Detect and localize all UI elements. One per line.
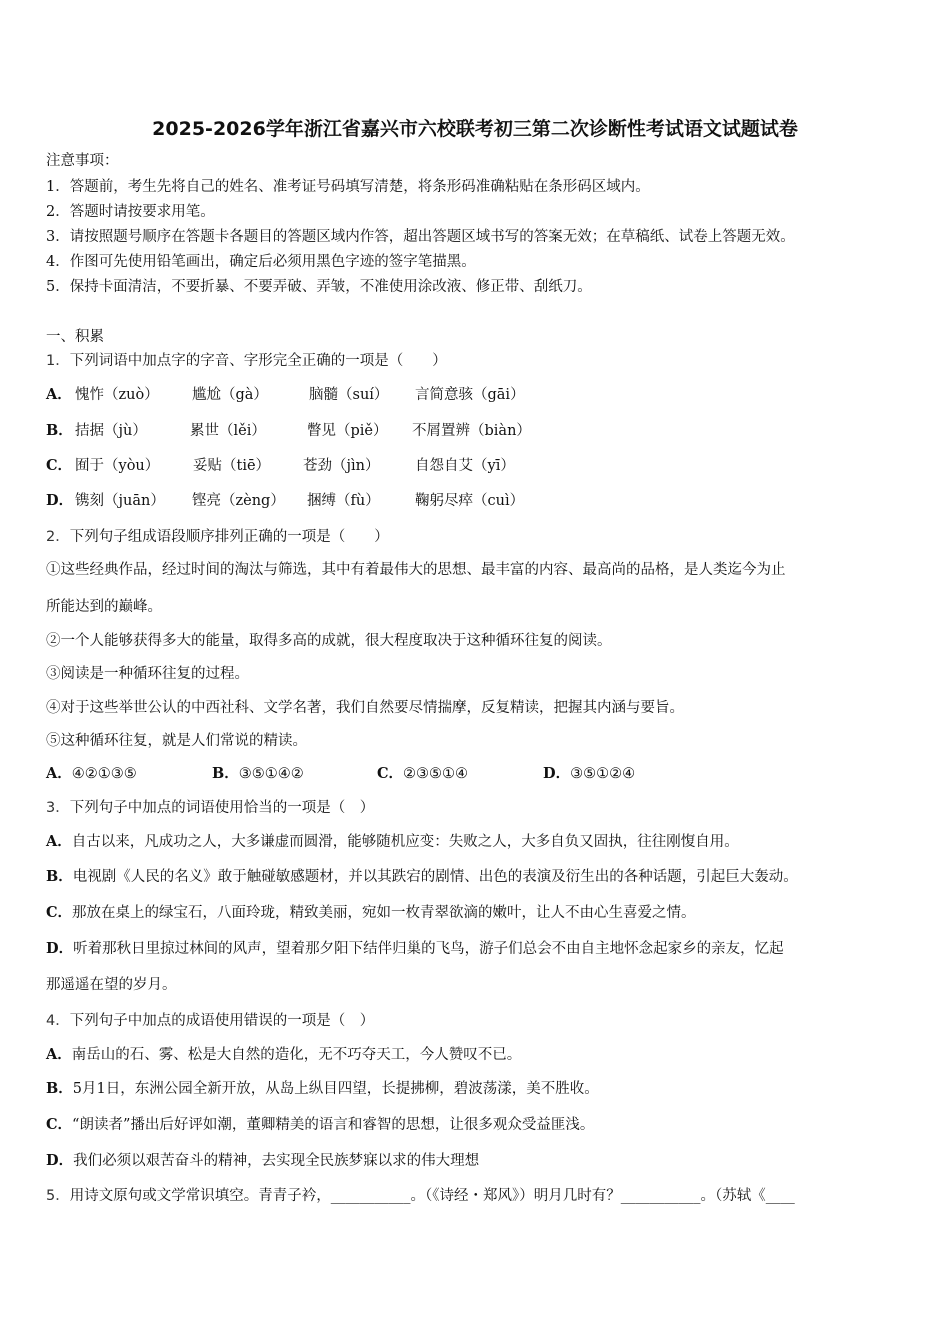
option-text: 那放在桌上的绿宝石，八面玲珑，精致美丽，宛如一枚青翠欲滴的嫩叶，让人不由心生喜爱之情。 <box>72 905 696 921</box>
question-number: 1． <box>46 353 70 369</box>
option-term: 囿于（yòu） <box>75 458 160 474</box>
option-text: 听着那秋日里掠过林间的风声，望着那夕阳下结伴归巢的飞鸟，游子们总会不由自主地怀念起家乡的亲友，忆起 <box>73 941 784 957</box>
option-term: 尴尬（gà） <box>192 387 268 403</box>
option-d-cont: 那遥遥在望的岁月。 <box>46 977 177 993</box>
option-term: 言简意骇（gāi） <box>415 387 525 403</box>
option-text: 电视剧《人民的名义》敢于触碰敏感题材，并以其跌宕的剧情、出色的表演及衍生出的各种话题，引起巨大轰动。 <box>72 869 798 885</box>
question-number: 4． <box>46 1013 70 1029</box>
page-title: 2025-2026学年浙江省嘉兴市六校联考初三第二次诊断性考试语文试题试卷 <box>152 118 798 140</box>
option-label: B． <box>46 1080 73 1097</box>
option-term: 累世（lěi） <box>190 423 266 439</box>
question-text: 下列词语中加点字的字音、字形完全正确的一项是（ ） <box>69 353 447 369</box>
notice-item: 5．保持卡面清洁，不要折暴、不要弄破、弄皱，不准使用涂改液、修正带、刮纸刀。 <box>46 279 592 295</box>
question-4-stem <box>46 1012 374 1030</box>
notice-item: 2．答题时请按要求用笔。 <box>46 204 215 220</box>
option-a <box>46 1046 521 1064</box>
sentence-2: ②一个人能够获得多大的能量，取得多高的成就，很大程度取决于这种循环往复的阅读。 <box>46 633 612 649</box>
option-text: ②③⑤①④ <box>403 766 469 782</box>
option-term: 妥贴（tiē） <box>193 458 271 474</box>
option-c <box>46 904 696 922</box>
question-text: 下列句子组成语段顺序排列正确的一项是（ ） <box>69 529 389 545</box>
option-label: A． <box>46 386 72 403</box>
question-text: 下列句子中加点的成语使用错误的一项是（ ） <box>69 1013 375 1029</box>
notice-item: 1．答题前，考生先将自己的姓名、准考证号码填写清楚，将条形码准确粘贴在条形码区域内。 <box>46 179 650 195</box>
option-term: 拮据（jù） <box>75 423 147 439</box>
option-term: 愧怍（zuò） <box>75 387 159 403</box>
option-term: 自怨自艾（yī） <box>415 458 515 474</box>
option-label: D． <box>46 940 74 957</box>
option-text: ③⑤①④② <box>238 766 304 782</box>
question-text: 用诗文原句或文学常识填空。青青子衿，___________。（《诗经・郑风》）明月几时有？___________。（苏轼《____ <box>69 1188 795 1204</box>
option-label: C． <box>46 457 73 474</box>
option-label: A． <box>46 1046 72 1063</box>
option-term: 瞥见（piě） <box>307 423 388 439</box>
option-term: 捆缚（fù） <box>307 493 380 509</box>
option-text: “朗读者”播出后好评如潮，董卿精美的语言和睿智的思想，让很多观众受益匪浅。 <box>72 1117 595 1133</box>
option-c <box>46 1116 594 1134</box>
sentence-1: ①这些经典作品，经过时间的淘汰与筛选，其中有着最伟大的思想、最丰富的内容、最高尚的品格，是人类迄今为止 <box>46 562 786 578</box>
option-label: D． <box>543 765 571 782</box>
option-term: 脑髓（suí） <box>309 387 389 403</box>
option-label: B． <box>46 422 73 439</box>
option-a <box>46 833 739 851</box>
option-label: A． <box>46 833 72 850</box>
section-heading: 一、积累 <box>46 329 104 345</box>
option-c <box>377 765 468 783</box>
notice-item: 3．请按照题号顺序在答题卡各题目的答题区域内作答，超出答题区域书写的答案无效；在草稿纸、试卷上答题无效。 <box>46 229 795 245</box>
question-text: 下列句子中加点的词语使用恰当的一项是（ ） <box>69 800 375 816</box>
option-label: B． <box>46 868 73 885</box>
option-label: C． <box>377 765 404 782</box>
option-text: ③⑤①②④ <box>570 766 636 782</box>
option-b <box>46 868 798 886</box>
option-term: 铿亮（zèng） <box>192 493 285 509</box>
sentence-3: ③阅读是一种循环往复的过程。 <box>46 666 249 682</box>
question-1-stem <box>46 352 447 370</box>
option-term: 镌刻（juān） <box>75 493 165 509</box>
option-label: C． <box>46 1116 73 1133</box>
option-text: 南岳山的石、雾、松是大自然的造化，无不巧夺天工，今人赞叹不已。 <box>71 1047 522 1063</box>
notice-heading: 注意事项： <box>46 153 119 169</box>
option-text: 自古以来，凡成功之人，大多谦虚而圆滑，能够随机应变：失败之人，大多自负又固执，往往刚愎自用。 <box>71 834 739 850</box>
option-term: 鞠躬尽瘁（cuì） <box>415 493 525 509</box>
option-text: 我们必须以艰苦奋斗的精神，去实现全民族梦寐以求的伟大理想 <box>73 1153 480 1169</box>
question-3-stem <box>46 799 374 817</box>
option-d <box>543 765 635 783</box>
question-number: 3． <box>46 800 70 816</box>
question-2-stem <box>46 528 389 546</box>
option-a <box>46 765 137 783</box>
option-label: C． <box>46 904 73 921</box>
option-term: 苍劲（jìn） <box>303 458 380 474</box>
sentence-5: ⑤这种循环往复，就是人们常说的精读。 <box>46 733 307 749</box>
option-d <box>46 940 784 958</box>
option-d <box>46 1152 479 1170</box>
option-b <box>212 765 304 783</box>
notice-item: 4．作图可先使用铅笔画出，确定后必须用黑色字迹的签字笔描黑。 <box>46 254 476 270</box>
option-label: D． <box>46 1152 74 1169</box>
option-label: A． <box>46 765 72 782</box>
question-number: 2． <box>46 529 70 545</box>
option-b <box>46 1080 599 1098</box>
option-label: D． <box>46 492 74 509</box>
option-label: B． <box>212 765 239 782</box>
question-number: 5． <box>46 1188 70 1204</box>
sentence-4: ④对于这些举世公认的中西社科、文学名著，我们自然要尽情揣摩，反复精读，把握其内涵与要旨。 <box>46 700 684 716</box>
option-term: 不屑置辨（biàn） <box>412 423 531 439</box>
option-text: 5月1日，东洲公园全新开放，从岛上纵目四望，长提拂柳，碧波荡漾，美不胜收。 <box>72 1081 599 1097</box>
sentence-1-cont: 所能达到的巅峰。 <box>46 599 162 615</box>
question-5-stem <box>46 1187 795 1205</box>
option-text: ④②①③⑤ <box>71 766 137 782</box>
